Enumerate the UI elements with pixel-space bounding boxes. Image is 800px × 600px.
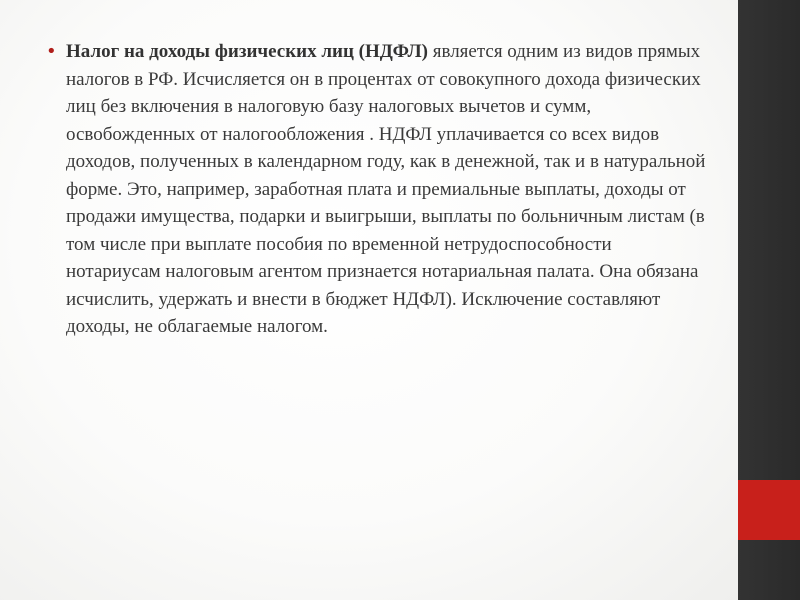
paragraph-body-text: является одним из видов прямых налогов в РФ. Исчисляется он в процентах от совокупного дохода физических лиц без включения в налоговую базу налоговых вычетов и сумм, освобожденных от налогообложения . НДФЛ уплачивается со всех видов доходов, полученных в календарном году, как в денежной, так и в натуральной форме. Это, например, заработная плата и премиальные выплаты, доходы от продажи имущества, подарки и выигрыши, выплаты по больничным листам (в том числе при выплате пособия по временной нетрудоспособности нотариусам налоговым агентом признается нотариальная палата. Она обязана исчислить, удержать и внести в бюджет НДФЛ). Исключение составляют доходы, не облагаемые налогом.: [66, 41, 706, 337]
paragraph-lead-term: Налог на доходы физических лиц (НДФЛ): [66, 41, 428, 62]
bullet-item: [46, 38, 706, 341]
bullet-dot-icon: •: [46, 41, 57, 62]
slide-content: [46, 38, 706, 341]
sidebar-accent-block: [738, 480, 800, 540]
bullet-paragraph: [66, 38, 706, 341]
